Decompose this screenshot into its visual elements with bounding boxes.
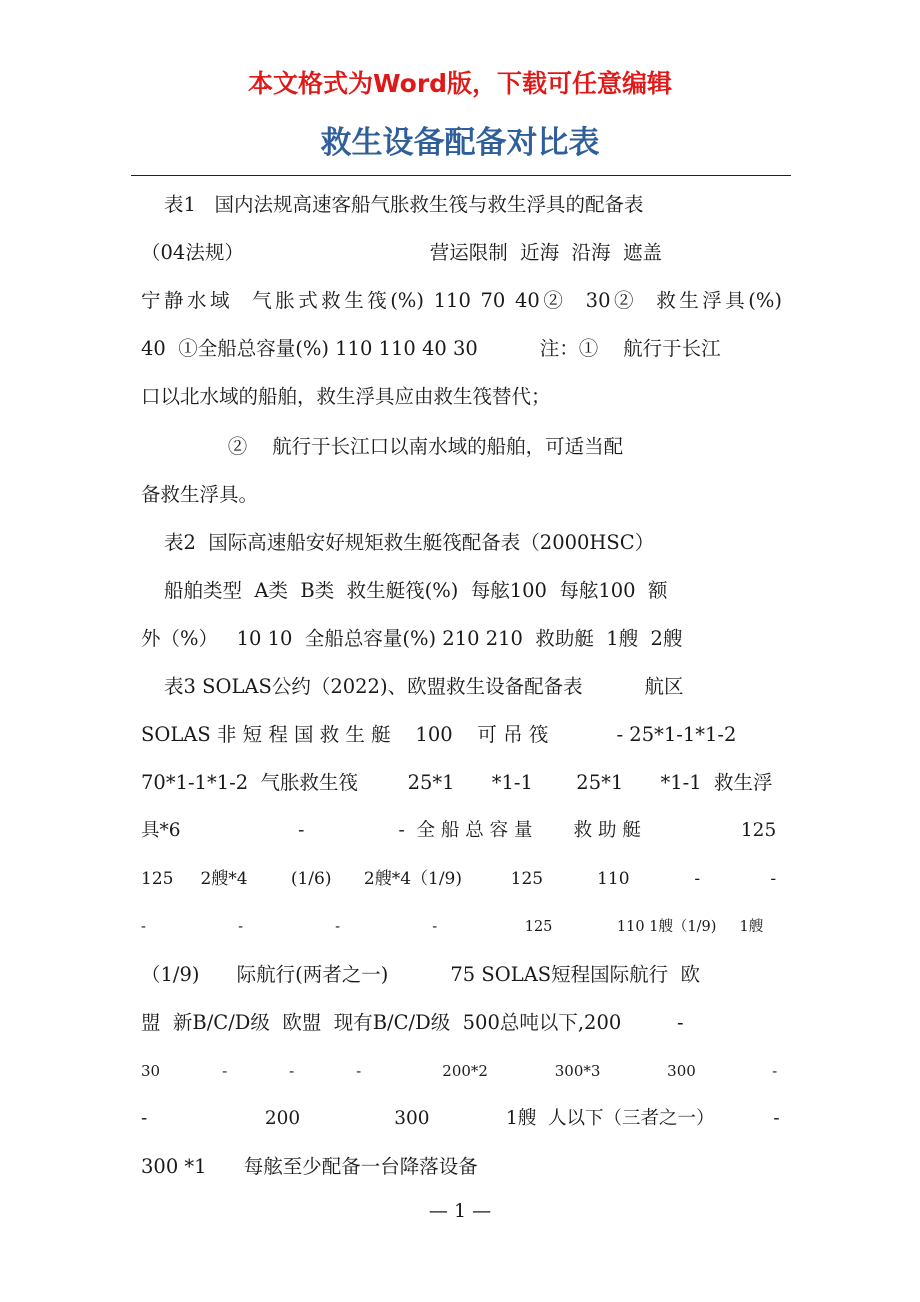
body-line: SOLAS 非 短 程 国 救 生 艇 100 可 吊 筏 - 25*1-1*1-2: [141, 723, 737, 746]
body-line: ② 航行于长江口以南水域的船舶，可适当配: [141, 435, 624, 458]
download-notice-banner: 本文格式为Word版，下载可任意编辑: [247, 69, 673, 98]
body-line: 口以北水域的船舶，救生浮具应由救生筏替代；: [141, 385, 551, 408]
page-number: — 1 —: [428, 1200, 492, 1222]
table3-caption: 表3 SOLAS公约（2022)、欧盟救生设备配备表 航区: [164, 675, 684, 698]
body-line: 具*6 - - 全 船 总 容 量 救 助 艇 125: [141, 820, 777, 841]
body-line: 70*1-1*1-2 气胀救生筏 25*1 *1-1 25*1 *1-1 救生浮: [141, 771, 773, 794]
body-line: （04法规） 营运限制 近海 沿海 遮盖: [141, 241, 662, 264]
body-line: 宁静水域 气胀式救生筏(%) 110 70 40② 30② 救生浮具(%): [141, 289, 782, 312]
document-title: 救生设备配备对比表: [320, 125, 600, 161]
body-line: - 200 300 1艘 人以下（三者之一） -: [141, 1108, 780, 1129]
body-line: - - - - 125 110 1艘（1/9) 1艘: [141, 919, 764, 935]
body-line: 盟 新B/C/D级 欧盟 现有B/C/D级 500总吨以下,200 -: [141, 1011, 684, 1034]
body-line: （1/9) 际航行(两者之一) 75 SOLAS短程国际航行 欧: [141, 963, 701, 986]
table2-caption: 表2 国际高速船安好规矩救生艇筏配备表（2000HSC）: [164, 531, 655, 554]
body-line: 船舶类型 A类 B类 救生艇筏(%) 每舷100 每舷100 额: [164, 579, 668, 602]
table1-caption: 表1 国内法规高速客船气胀救生筏与救生浮具的配备表: [164, 193, 644, 216]
body-line: 30 - - - 200*2 300*3 300 -: [141, 1062, 778, 1080]
body-line: 40 ①全船总容量(%) 110 110 40 30 注：① 航行于长江: [141, 337, 721, 360]
title-divider: [131, 175, 791, 176]
body-line: 外（%） 10 10 全船总容量(%) 210 210 救助艇 1艘 2艘: [141, 627, 683, 650]
body-line: 备救生浮具。: [141, 483, 259, 506]
body-line: 300 *1 每舷至少配备一台降落设备: [141, 1155, 478, 1178]
body-line: 125 2艘*4 (1/6) 2艘*4（1/9) 125 110 - -: [141, 869, 777, 889]
